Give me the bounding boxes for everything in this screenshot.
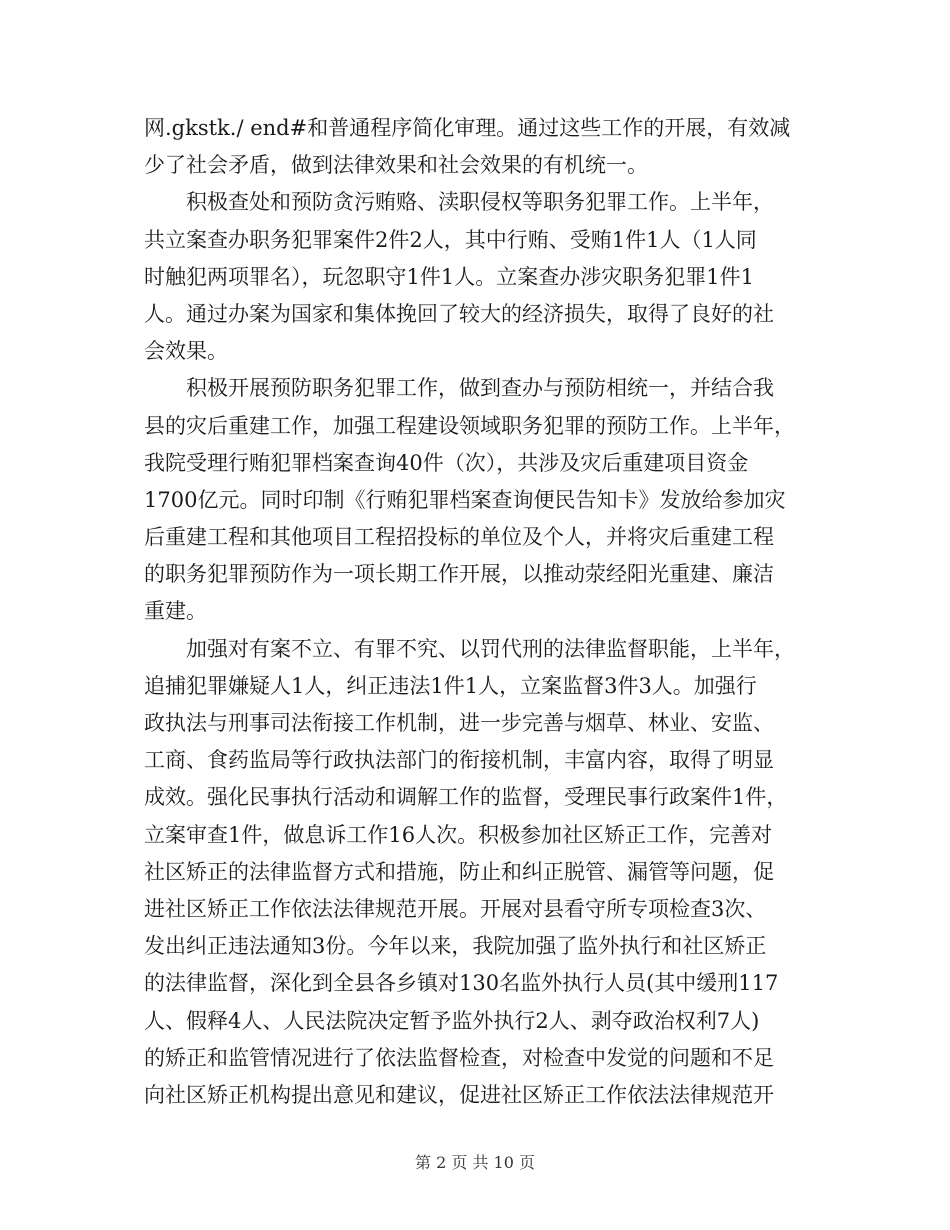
- text-line: 立案审查1件，做息诉工作16人次。积极参加社区矫正工作，完善对: [144, 822, 773, 847]
- text-line: 的矫正和监管情况进行了依法监督检查，对检查中发觉的问题和不足: [144, 1045, 774, 1070]
- text-line: 后重建工程和其他项目工程招投标的单位及个人，并将灾后重建工程: [144, 525, 774, 550]
- text-line: 的法律监督，深化到全县各乡镇对130名监外执行人员(其中缓刑117: [144, 971, 779, 996]
- text-line: 成效。强化民事执行活动和调解工作的监督，受理民事行政案件1件，: [144, 785, 788, 810]
- text-line: 时触犯两项罪名），玩忽职守1件1人。立案查办涉灾职务犯罪1件1: [144, 264, 754, 289]
- text-line: 人。通过办案为国家和集体挽回了较大的经济损失，取得了良好的社: [144, 301, 774, 326]
- paragraph-start-line: 加强对有案不立、有罪不究、以罚代刑的法律监督职能，上半年，: [186, 636, 795, 661]
- text-line: 县的灾后重建工作，加强工程建设领域职务犯罪的预防工作。上半年，: [144, 413, 795, 438]
- paragraph-start-line: 积极查处和预防贪污贿赂、渎职侵权等职务犯罪工作。上半年，: [186, 190, 774, 215]
- document-body: [144, 110, 809, 1114]
- text-line: 的职务犯罪预防作为一项长期工作开展，以推动荥经阳光重建、廉洁: [144, 562, 774, 587]
- text-line: 我院受理行贿犯罪档案查询40件（次），共涉及灾后重建项目资金: [144, 450, 749, 475]
- text-line: 1700亿元。同时印制《行贿犯罪档案查询便民告知卡》发放给参加灾: [144, 487, 786, 512]
- text-line: 进社区矫正工作依法法律规范开展。开展对县看守所专项检查3次、: [144, 896, 767, 921]
- text-line: 人、假释4人、人民法院决定暂予监外执行2人、剥夺政治权利7人): [144, 1008, 760, 1033]
- text-line: 会效果。: [144, 339, 228, 364]
- text-line: 网.gkstk./ end#和普通程序简化审理。通过这些工作的开展，有效减: [144, 116, 791, 140]
- text-line: 共立案查办职务犯罪案件2件2人，其中行贿、受贿1件1人（1人同: [144, 227, 757, 252]
- text-line: 工商、食药监局等行政执法部门的衔接机制，丰富内容，取得了明显: [144, 748, 774, 773]
- text-line: 向社区矫正机构提出意见和建议，促进社区矫正工作依法法律规范开: [144, 1082, 774, 1107]
- text-line: 少了社会矛盾，做到法律效果和社会效果的有机统一。: [144, 153, 648, 178]
- page-number-footer: 第 2 页 共 10 页: [415, 1153, 535, 1172]
- text-line: 政执法与刑事司法衔接工作机制，进一步完善与烟草、林业、安监、: [144, 711, 774, 735]
- text-line: 追捕犯罪嫌疑人1人，纠正违法1件1人，立案监督3件3人。加强行: [144, 673, 757, 698]
- text-line: 社区矫正的法律监督方式和措施，防止和纠正脱管、漏管等问题，促: [144, 859, 774, 884]
- paragraph-start-line: 积极开展预防职务犯罪工作，做到查办与预防相统一，并结合我: [186, 376, 774, 401]
- text-line: 发出纠正违法通知3份。今年以来，我院加强了监外执行和社区矫正: [144, 934, 767, 959]
- text-line: 重建。: [144, 599, 207, 624]
